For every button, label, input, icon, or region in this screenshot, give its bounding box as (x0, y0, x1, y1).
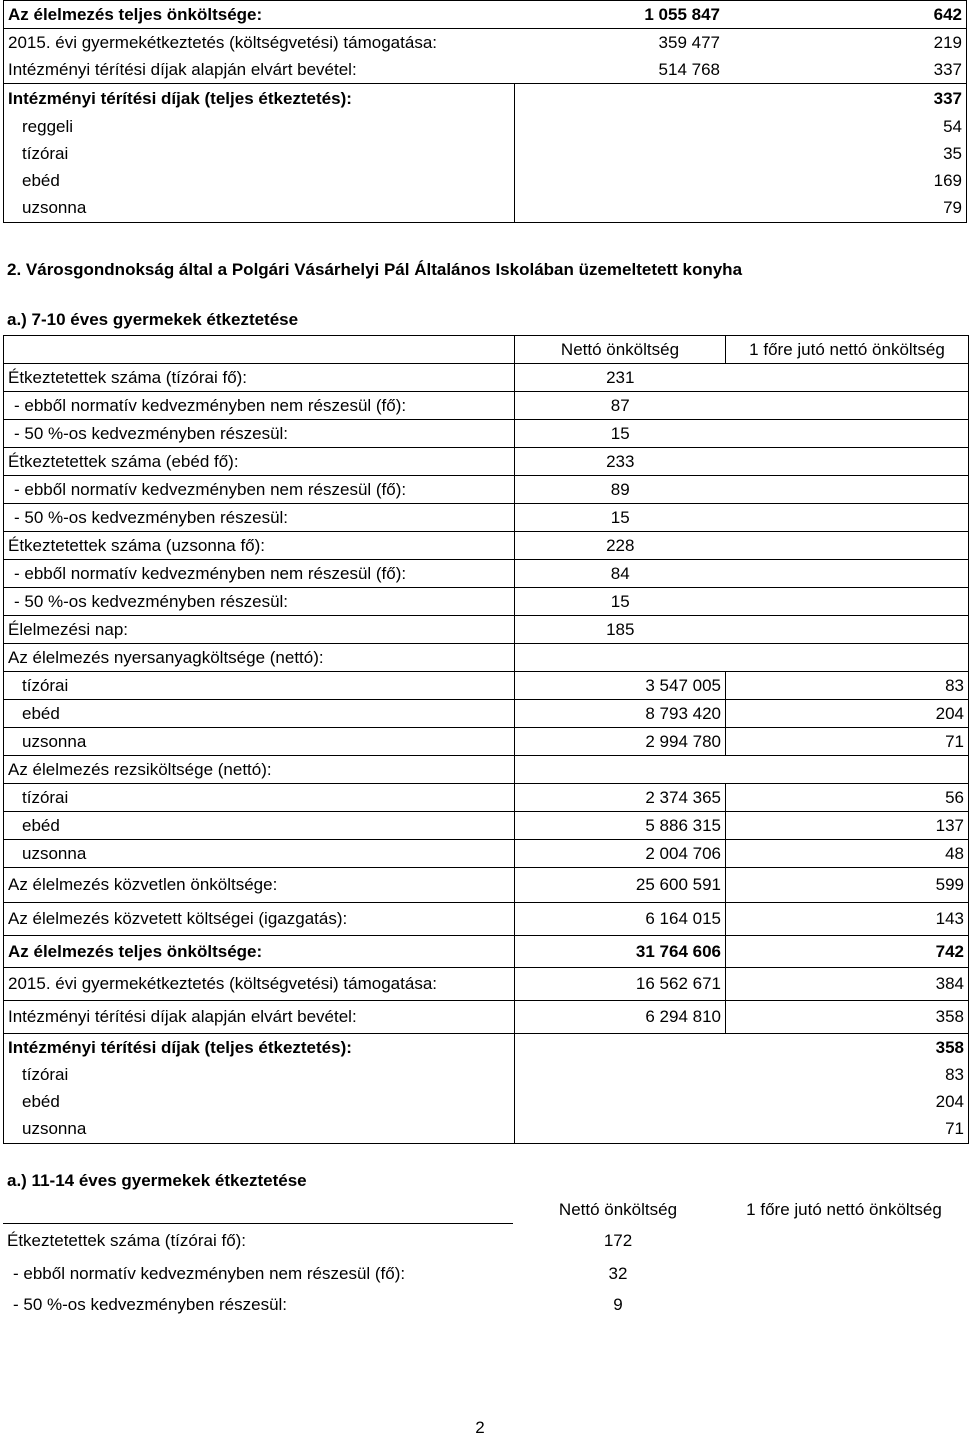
row-label: Az élelmezés közvetett költségei (igazgatás): (4, 903, 515, 936)
row-per: 54 (724, 114, 967, 141)
table-row (4, 56, 967, 84)
row-label: ebéd (4, 700, 515, 728)
row-total: 16 562 671 (515, 968, 726, 1001)
row-per: 599 (726, 868, 969, 903)
row-label: tízórai (4, 1062, 515, 1089)
row-per: 169 (724, 168, 967, 195)
subsection-heading: a.) 7-10 éves gyermekek étkeztetése (7, 310, 299, 329)
row-per: 83 (726, 672, 969, 700)
row-total (514, 195, 724, 223)
row-total (514, 141, 724, 168)
table-row (4, 968, 969, 1001)
row-total (514, 114, 724, 141)
row-value: 228 (515, 532, 726, 560)
row-label: uzsonna (4, 1116, 515, 1144)
row-total (514, 168, 724, 195)
table-row (4, 784, 969, 812)
table-row (4, 476, 969, 504)
row-total: 359 477 (658, 32, 720, 52)
row-label: ebéd (4, 168, 515, 195)
row-label: Az élelmezés nyersanyagköltsége (nettó): (4, 644, 515, 672)
row-per: 79 (724, 195, 967, 223)
table-row (4, 114, 967, 141)
row-label: - ebből normatív kedvezményben nem részesül (fő): (13, 1264, 406, 1283)
page-number: 2 (475, 1418, 485, 1437)
table-row (4, 588, 969, 616)
table-row (4, 1001, 969, 1034)
row-per: 56 (726, 784, 969, 812)
row-label: uzsonna (4, 195, 515, 223)
row-label: - ebből normatív kedvezményben nem részesül (fő): (4, 392, 515, 420)
table-row (4, 448, 969, 476)
row-per: 337 (724, 84, 967, 114)
table-row (4, 532, 969, 560)
row-total (515, 1034, 726, 1062)
row-label: - 50 %-os kedvezményben részesül: (13, 1295, 288, 1314)
table-row (3, 1259, 965, 1290)
row-label: - 50 %-os kedvezményben részesül: (4, 420, 515, 448)
row-label: Az élelmezés közvetlen önköltsége: (4, 868, 515, 903)
row-per: 337 (724, 56, 967, 84)
row-label: 2015. évi gyermekétkeztetés (költségvetési) támogatása: (4, 968, 515, 1001)
row-value: 84 (515, 560, 726, 588)
row-label: Intézményi térítési díjak alapján elvárt bevétel: (4, 56, 515, 84)
row-label: ebéd (4, 1089, 515, 1116)
table-row (4, 29, 967, 57)
row-total: 31 764 606 (515, 936, 726, 968)
table-row (4, 1, 967, 29)
row-per: 358 (726, 1034, 969, 1062)
column-header-row (3, 1196, 965, 1224)
row-label: tízórai (4, 784, 515, 812)
sub1-table (3, 335, 969, 1144)
row-total: 2 004 706 (515, 840, 726, 868)
row-total: 1 055 847 (514, 1, 724, 29)
row-label: Intézményi térítési díjak (teljes étkeztetés): (4, 84, 515, 114)
table-row (4, 903, 969, 936)
row-label: reggeli (4, 114, 515, 141)
top-summary-table (3, 0, 967, 223)
row-total: 514 768 (514, 56, 724, 84)
table-row (4, 1062, 969, 1089)
table-row (4, 756, 969, 784)
table-row (4, 1116, 969, 1144)
section-heading: 2. Városgondnokság által a Polgári Vásárhelyi Pál Általános Iskolában üzemeltetett konyha (7, 260, 743, 279)
table-row (4, 168, 967, 195)
table-row (4, 616, 969, 644)
row-label: tízórai (4, 672, 515, 700)
table-row (3, 1224, 965, 1259)
col-header-net-cost: Nettó önköltség (558, 1199, 678, 1219)
table-row (4, 420, 969, 448)
column-header-row (4, 336, 969, 364)
table-row (4, 560, 969, 588)
row-per: 71 (726, 728, 969, 756)
row-per: 143 (726, 903, 969, 936)
row-label: - ebből normatív kedvezményben nem részesül (fő): (4, 560, 515, 588)
row-per: 204 (726, 700, 969, 728)
row-value: 87 (515, 392, 726, 420)
row-label: tízórai (4, 141, 515, 168)
row-per: 71 (726, 1116, 969, 1144)
table-row (4, 644, 969, 672)
row-per: 642 (724, 1, 967, 29)
row-total: 8 793 420 (515, 700, 726, 728)
table-row (4, 868, 969, 903)
row-total: 6 164 015 (515, 903, 726, 936)
row-per: 742 (726, 936, 969, 968)
table-row (4, 84, 967, 114)
row-value: 89 (515, 476, 726, 504)
table-row (3, 1290, 965, 1321)
row-value: 32 (608, 1264, 628, 1283)
row-per: 219 (724, 29, 967, 57)
row-value: 231 (515, 364, 726, 392)
row-value: 15 (515, 420, 726, 448)
row-total: 3 547 005 (515, 672, 726, 700)
row-label: Intézményi térítési díjak (teljes étkeztetés): (4, 1034, 515, 1062)
row-per: 83 (726, 1062, 969, 1089)
row-total: 2 374 365 (515, 784, 726, 812)
table-row (4, 141, 967, 168)
row-total: 6 294 810 (515, 1001, 726, 1034)
table-row (4, 195, 967, 223)
row-per: 204 (726, 1089, 969, 1116)
row-value: 185 (515, 616, 726, 644)
table-row (4, 1034, 969, 1062)
row-total: 25 600 591 (515, 868, 726, 903)
sub2-block (3, 1196, 957, 1321)
row-label: Étkeztetettek száma (tízórai fő): (3, 1224, 513, 1259)
row-label: Intézményi térítési díjak alapján elvárt bevétel: (4, 1001, 515, 1034)
table-row (4, 936, 969, 968)
row-total: 5 886 315 (515, 812, 726, 840)
row-label: Élelmezési nap: (4, 616, 515, 644)
row-label: Az élelmezés rezsiköltsége (nettó): (4, 756, 515, 784)
row-label: Étkeztetettek száma (tízórai fő): (4, 364, 515, 392)
row-per: 358 (726, 1001, 969, 1034)
row-label: uzsonna (4, 728, 515, 756)
table-row (4, 364, 969, 392)
col-header-net-cost: Nettó önköltség (515, 336, 726, 364)
table-row (4, 840, 969, 868)
row-label: Étkeztetettek száma (uzsonna fő): (4, 532, 515, 560)
row-value: 172 (603, 1231, 633, 1250)
sub1-block (3, 335, 964, 1144)
row-value: 233 (515, 448, 726, 476)
col-header-per-capita: 1 főre jutó nettó önköltség (746, 1199, 942, 1219)
row-label: - ebből normatív kedvezményben nem részesül (fő): (4, 476, 515, 504)
row-value: 9 (613, 1295, 623, 1314)
table-row (4, 392, 969, 420)
row-value: 15 (515, 504, 726, 532)
subsection-heading: a.) 11-14 éves gyermekek étkeztetése (7, 1171, 307, 1190)
row-label: - 50 %-os kedvezményben részesül: (4, 588, 515, 616)
row-label: - 50 %-os kedvezményben részesül: (4, 504, 515, 532)
table-row (4, 812, 969, 840)
top-summary-block (3, 0, 962, 223)
table-row (4, 700, 969, 728)
row-total (514, 84, 724, 114)
table-row (4, 728, 969, 756)
table-row (4, 504, 969, 532)
row-label: uzsonna (4, 840, 515, 868)
table-row (4, 672, 969, 700)
row-label: Az élelmezés teljes önköltsége: (4, 1, 515, 29)
col-header-per-capita: 1 főre jutó nettó önköltség (726, 336, 969, 364)
row-label: Az élelmezés teljes önköltsége: (4, 936, 515, 968)
row-label: ebéd (4, 812, 515, 840)
row-per: 35 (724, 141, 967, 168)
row-label: Étkeztetettek száma (ebéd fő): (4, 448, 515, 476)
row-total: 2 994 780 (515, 728, 726, 756)
row-per: 137 (726, 812, 969, 840)
row-per: 384 (726, 968, 969, 1001)
row-per: 48 (726, 840, 969, 868)
sub2-table (3, 1196, 965, 1321)
table-row (4, 1089, 969, 1116)
row-label: 2015. évi gyermekétkeztetés (költségvetési) támogatása: (4, 29, 515, 57)
row-value: 15 (515, 588, 726, 616)
